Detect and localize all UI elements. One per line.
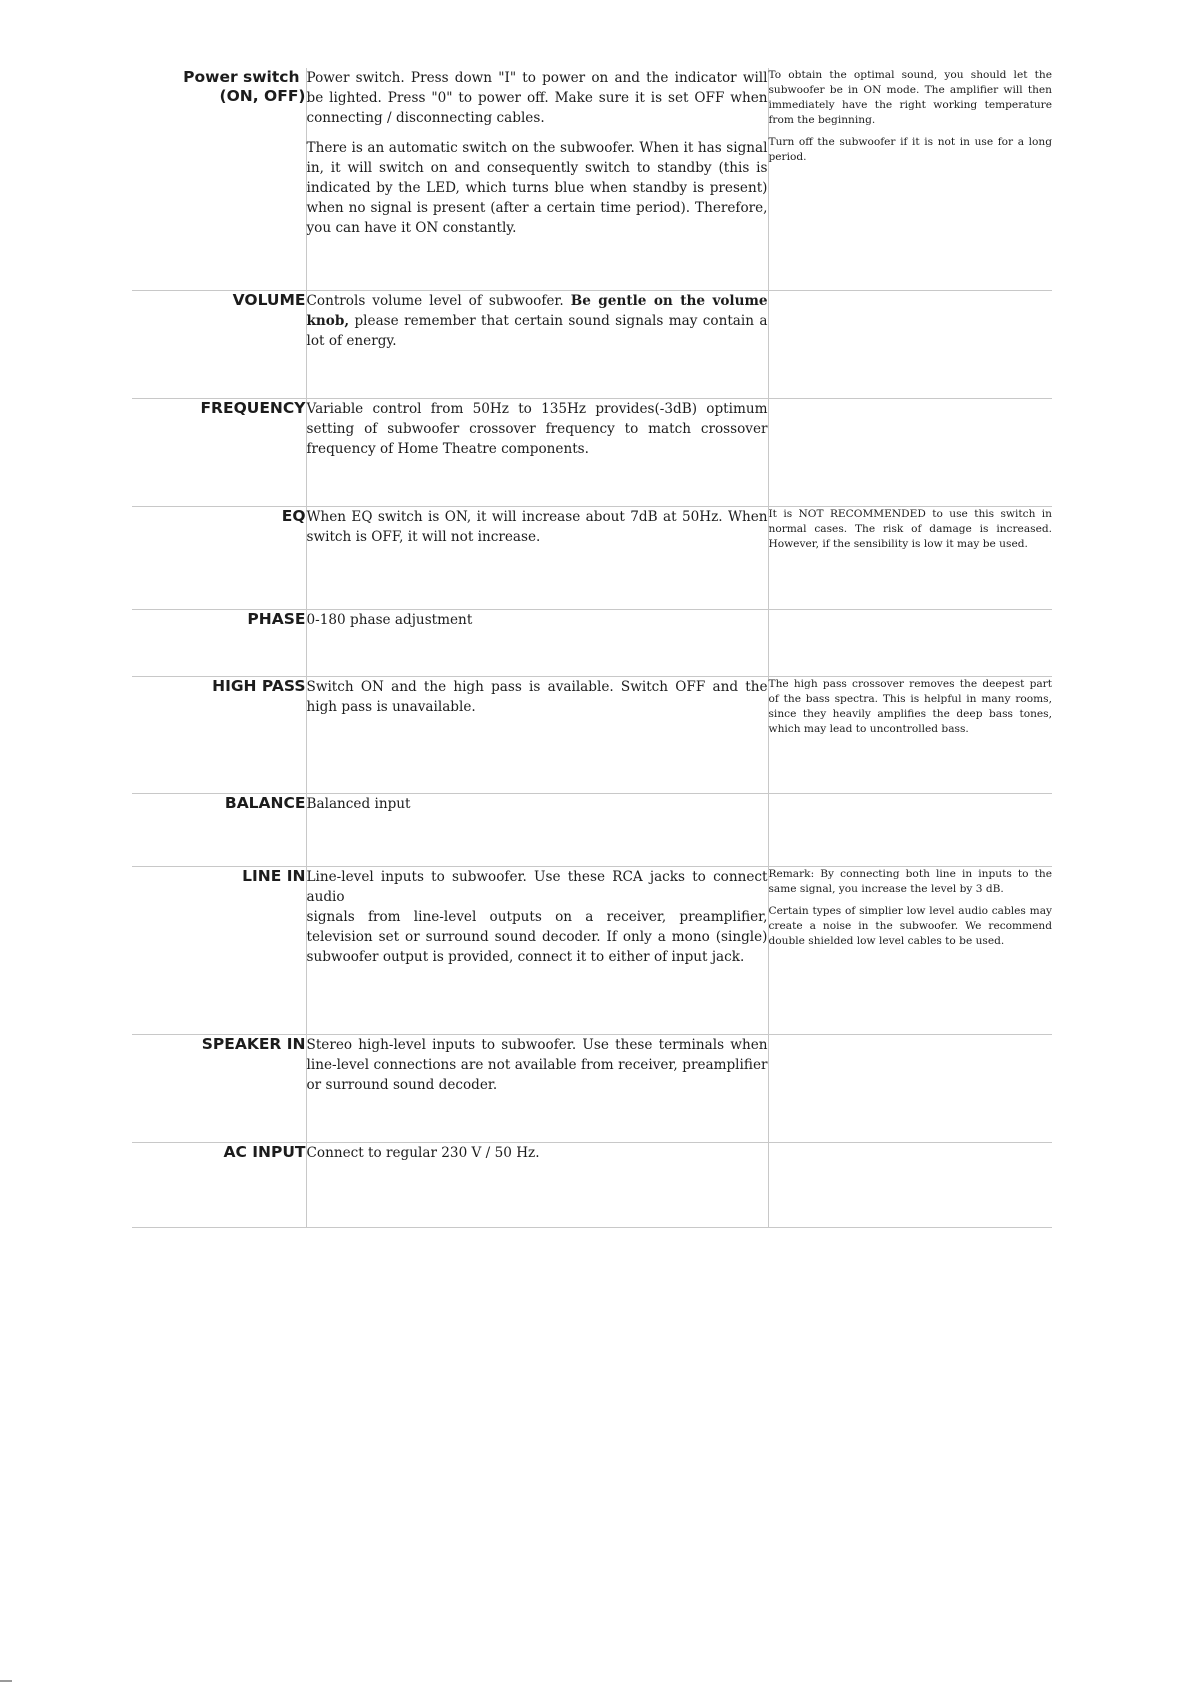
row-description <box>306 609 768 676</box>
row-label <box>132 290 306 398</box>
description-bold-text: Be gentle on the volume knob, <box>306 292 768 329</box>
row-note <box>768 1142 1052 1227</box>
row-description <box>306 68 768 290</box>
row-label-line1: PHASE <box>247 609 306 628</box>
table-row-phase <box>132 609 1052 676</box>
row-label <box>132 1034 306 1142</box>
table-row-frequency <box>132 398 1052 506</box>
description-paragraph: Variable control from 50Hz to 135Hz provides(-3dB) optimum setting of subwoofer crossover frequency to match crossover frequency of Home Theatre components. <box>306 400 768 457</box>
row-label <box>132 609 306 676</box>
row-label <box>132 793 306 866</box>
row-note <box>768 609 1052 676</box>
row-label-line1: LINE IN <box>242 866 306 885</box>
table-row-eq <box>132 506 1052 609</box>
description-paragraph: 0-180 phase adjustment <box>306 611 473 628</box>
row-note <box>768 68 1052 290</box>
table-row-ac-input <box>132 1142 1052 1227</box>
row-label <box>132 68 306 290</box>
row-description <box>306 398 768 506</box>
row-label-line1: Power switch <box>183 68 300 86</box>
note-paragraph: The high pass crossover removes the deepest part of the bass spectra. This is helpful in many rooms, since they heavily amplifies the deep bass tones, which may lead to uncontrolled bass. <box>768 677 1052 735</box>
row-label-line2: (ON, OFF) <box>219 87 306 105</box>
row-description <box>306 676 768 793</box>
description-paragraph: When EQ switch is ON, it will increase about 7dB at 50Hz. When switch is OFF, it will not increase. <box>306 508 768 545</box>
row-description <box>306 290 768 398</box>
table-row-line-in <box>132 866 1052 1034</box>
row-label-line1: FREQUENCY <box>200 398 306 417</box>
description-line: signals from line-level outputs on a receiver, preamplifier, television set or surround sound decoder. If only a mono (single) subwoofer output is provided, connect it to either of input jack. <box>306 908 768 966</box>
note-paragraph: Remark: By connecting both line in inputs to the same signal, you increase the level by 3 dB. <box>768 867 1052 895</box>
row-label <box>132 866 306 1034</box>
row-label-line1: AC INPUT <box>223 1142 306 1161</box>
table-row-power-switch <box>132 68 1052 290</box>
table-row-volume <box>132 290 1052 398</box>
note-paragraph: Certain types of simplier low level audio cables may create a noise in the subwoofer. We recommend double shielded low level cables to be used. <box>768 904 1052 947</box>
row-label-line1: EQ <box>281 506 306 525</box>
description-text: please remember that certain sound signals may contain a lot of energy. <box>306 312 768 349</box>
row-note <box>768 398 1052 506</box>
description-text: Controls volume level of subwoofer. <box>306 292 571 309</box>
table-row-high-pass <box>132 676 1052 793</box>
table-row-speaker-in <box>132 1034 1052 1142</box>
controls-table <box>132 68 1052 1228</box>
description-paragraph: Balanced input <box>306 795 411 812</box>
row-label-line1: HIGH PASS <box>212 676 306 695</box>
row-label-line1: VOLUME <box>232 290 306 309</box>
description-paragraph <box>307 291 768 352</box>
note-paragraph: It is NOT RECOMMENDED to use this switch in normal cases. The risk of damage is increased. However, if the sensibility is low it may be used. <box>768 507 1052 550</box>
description-paragraph: There is an automatic switch on the subwoofer. When it has signal in, it will switch on and consequently switch to standby (this is indicated by the LED, which turns blue when standby is present) when no signal is present (after a certain time period). Therefore, you can have it ON constantly. <box>306 139 768 237</box>
row-description <box>306 506 768 609</box>
row-note <box>768 866 1052 1034</box>
description-paragraph: Stereo high-level inputs to subwoofer. Use these terminals when line-level connections are not available from receiver, preamplifier or surround sound decoder. <box>306 1036 768 1093</box>
row-note <box>768 290 1052 398</box>
row-label <box>132 1142 306 1227</box>
row-note <box>768 506 1052 609</box>
description-paragraph: Switch ON and the high pass is available. Switch OFF and the high pass is unavailable. <box>306 678 768 715</box>
row-label-line1: SPEAKER IN <box>201 1034 306 1053</box>
row-description <box>306 793 768 866</box>
row-label <box>132 398 306 506</box>
note-paragraph: Turn off the subwoofer if it is not in use for a long period. <box>768 136 1052 164</box>
row-label <box>132 676 306 793</box>
row-label <box>132 506 306 609</box>
row-description <box>306 1142 768 1227</box>
row-note <box>768 1034 1052 1142</box>
description-paragraph: Connect to regular 230 V / 50 Hz. <box>306 1144 540 1161</box>
row-description <box>306 866 768 1034</box>
row-label-line1: BALANCE <box>224 793 306 812</box>
row-note <box>768 676 1052 793</box>
row-note <box>768 793 1052 866</box>
description-line: Line-level inputs to subwoofer. Use these RCA jacks to connect audio <box>306 868 768 905</box>
row-description <box>306 1034 768 1142</box>
description-paragraph: Power switch. Press down "I" to power on and the indicator will be lighted. Press "0" to power off. Make sure it is set OFF when connecting / disconnecting cables. <box>306 70 768 127</box>
description-paragraph <box>307 867 768 968</box>
page-edge-mark <box>0 1680 12 1682</box>
note-paragraph: To obtain the optimal sound, you should let the subwoofer be in ON mode. The amplifier will then immediately have the right working temperature from the beginning. <box>768 69 1052 127</box>
table-row-balance <box>132 793 1052 866</box>
